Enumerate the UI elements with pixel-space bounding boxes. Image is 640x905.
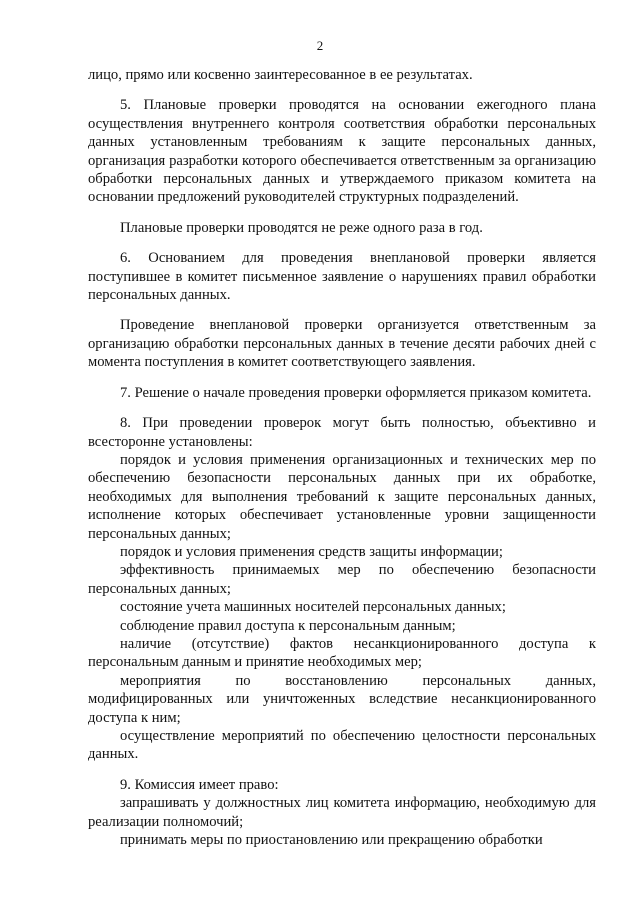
paragraph: осуществление мероприятий по обеспечению целостности персональных данных.	[88, 728, 596, 763]
paragraph: Плановые проверки проводятся не реже одного раза в год.	[120, 219, 483, 236]
paragraph: мероприятия по восстановлению персональных данных, модифицированных или уничтоженных вследствие несанкционированного доступа к ним;	[88, 672, 596, 726]
paragraph: 5. Плановые проверки проводятся на основании ежегодного плана осуществления внутреннего контроля соответствия обработки персональных данных установленным требованиям к защите персональных данных, организация разработки которого обеспечивается ответственным за организацию обработки персональных данных и утверждаемого приказом комитета на основании предложений руководителей структурных подразделений.	[88, 97, 596, 206]
page-number: 2	[316, 38, 324, 53]
paragraph: лицо, прямо или косвенно заинтересованное в ее результатах.	[88, 67, 473, 83]
paragraph: Проведение внеплановой проверки организуется ответственным за организацию обработки персональных данных в течение десяти рабочих дней с момента поступления в комитет соответствующего заявления.	[88, 317, 596, 371]
paragraph: состояние учета машинных носителей персональных данных;	[120, 599, 506, 616]
paragraph: принимать меры по приостановлению или прекращению обработки	[120, 832, 543, 849]
paragraph: 9. Комиссия имеет право:	[120, 776, 279, 793]
paragraph: соблюдение правил доступа к персональным данным;	[120, 617, 456, 634]
document-body	[88, 66, 596, 849]
paragraph: порядок и условия применения организационных и технических мер по обеспечению безопасности персональных данных при их обработке, необходимых для выполнения требований к защите персональных данных, исполнение которых обеспечивает установленные уровни защищенности персональных данных;	[88, 451, 596, 542]
paragraph: 7. Решение о начале проведения проверки оформляется приказом комитета.	[120, 384, 592, 401]
paragraph: наличие (отсутствие) фактов несанкционированного доступа к персональным данным и принятие необходимых мер;	[88, 635, 596, 671]
paragraph: порядок и условия применения средств защиты информации;	[120, 543, 503, 560]
paragraph: 8. При проведении проверок могут быть полностью, объективно и всесторонне установлены:	[88, 415, 596, 450]
paragraph: эффективность принимаемых мер по обеспечению безопасности персональных данных;	[88, 562, 596, 597]
paragraph: 6. Основанием для проведения внеплановой проверки является поступившее в комитет письменное заявление о нарушениях правил обработки персональных данных.	[88, 250, 596, 304]
paragraph: запрашивать у должностных лиц комитета информацию, необходимую для реализации полномочий;	[88, 795, 596, 830]
